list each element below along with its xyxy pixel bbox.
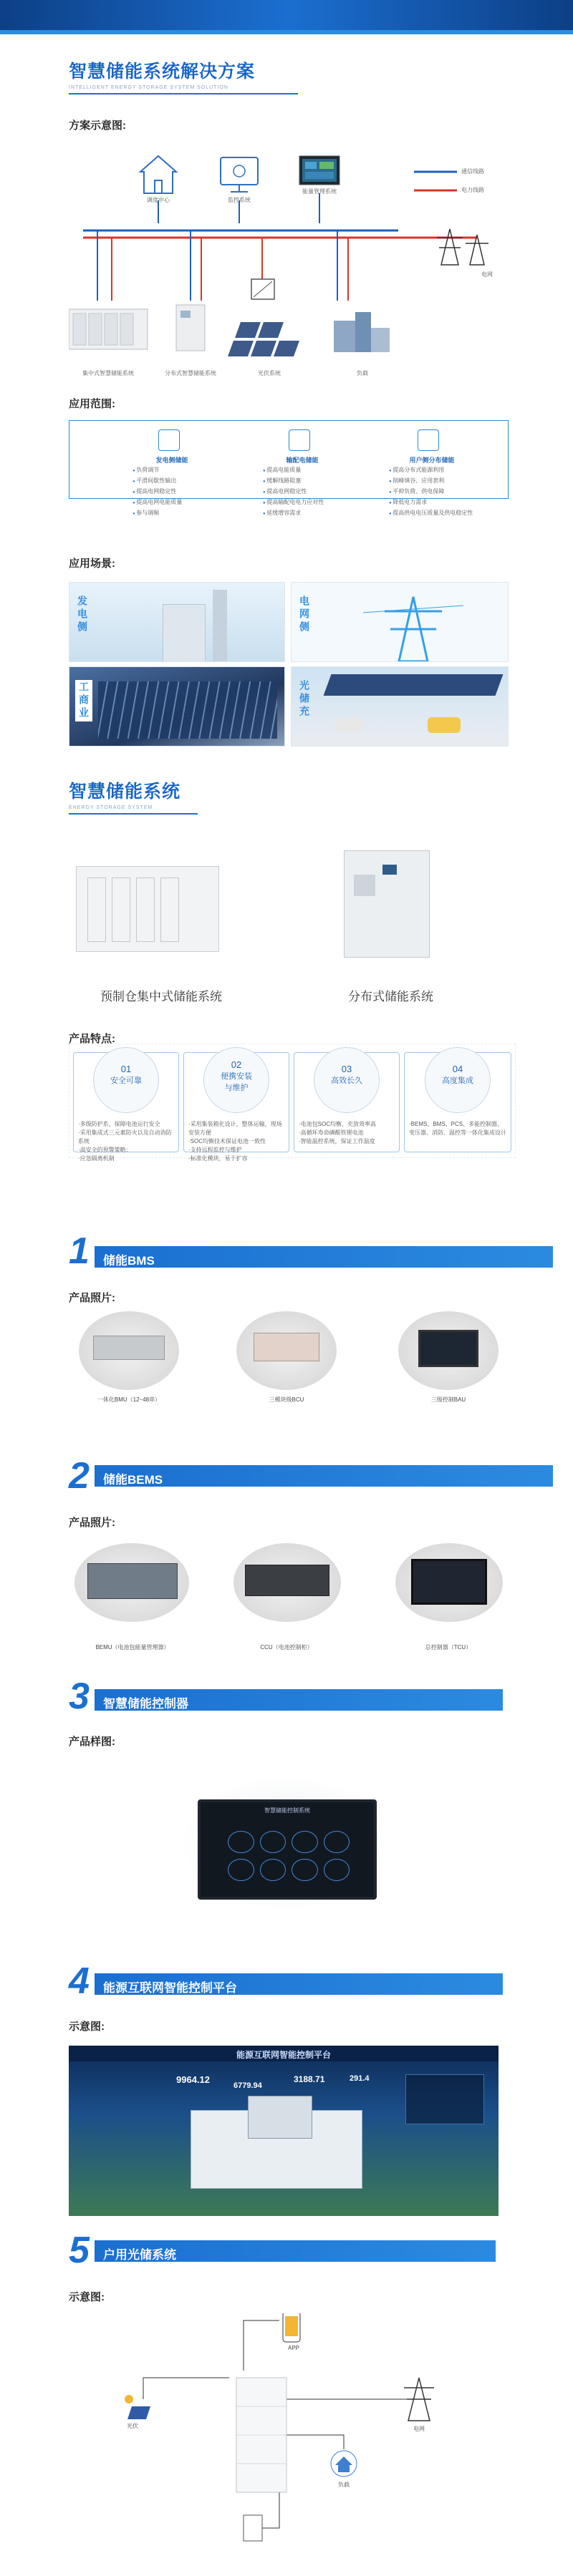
scenes-label: 应用场景: — [69, 558, 115, 570]
bems-caption-0: BEMU（电池包能量管理器） — [95, 1644, 170, 1651]
controller-app-icon[interactable] — [228, 1831, 254, 1853]
app-phone-icon — [283, 2313, 300, 2342]
scene-tag-0: 发电侧 — [77, 596, 88, 634]
scene-tag-3: 光储充 — [299, 680, 310, 719]
dashboard-title: 能源互联网智能控制平台 — [236, 2050, 331, 2060]
scope-item: ● 提高电网电能质量 — [133, 497, 182, 508]
scope-item: ● 削峰填谷、应用套利 — [389, 476, 496, 487]
platform-dashboard — [69, 2046, 499, 2216]
scene-tag-2: 工商业 — [75, 680, 92, 721]
controller-app-icon[interactable] — [228, 1859, 254, 1881]
scope-list-0 — [133, 465, 182, 519]
section-number-1: 1 — [69, 1230, 90, 1272]
legend-comm: 通信线路 — [461, 168, 484, 175]
feature-text: ·BEMS、BMS、PCS、多能控制器、变压器、消防、温控等一体化集成设计 — [409, 1121, 506, 1136]
scope-item: ● 提高供电电压质量及供电稳定性 — [389, 508, 496, 519]
diagram-label: 方案示意图: — [69, 120, 126, 132]
scope-item: ● 负荷调节 — [133, 465, 182, 476]
tcu-screen — [411, 1559, 487, 1605]
scope-list-2 — [389, 465, 496, 519]
controller-app-icon[interactable] — [292, 1831, 318, 1853]
grid-tower-icon — [404, 2378, 434, 2421]
section2-subtitle: ENERGY STORAGE SYSTEM — [69, 805, 153, 810]
section-title-5: 户用光储系统 — [103, 2248, 176, 2262]
controller-device — [198, 1799, 377, 1900]
grid-tower-illustration — [363, 590, 463, 661]
load-building-icon — [334, 312, 390, 352]
bms-caption-2: 三级控制BAU — [430, 1396, 466, 1403]
bottom-node-1: 分布式智慧储能系统 — [165, 370, 216, 376]
section2-rule — [69, 813, 198, 815]
diagram-node-0: 调度中心 — [147, 197, 170, 203]
feature-card-3 — [404, 1052, 511, 1152]
home-node-app: APP — [287, 2345, 299, 2351]
feature-card-1 — [183, 1052, 289, 1162]
diagram-svg — [69, 143, 513, 387]
home-diagram-label: 示意图: — [69, 2291, 105, 2303]
platform-diagram-label: 示意图: — [69, 2021, 105, 2033]
scope-item: ● 平抑负荷、供电保障 — [389, 487, 496, 497]
grid-label: 电网 — [481, 271, 493, 278]
container-door — [136, 878, 155, 942]
dashboard-stat-0: 9964.12 — [176, 2074, 210, 2085]
section-bar-5 — [95, 2240, 496, 2262]
scope-title-2: 用户侧分布储能 — [409, 457, 455, 464]
section-number-3: 3 — [69, 1676, 90, 1717]
cabinet-fan — [354, 875, 375, 896]
feature-badge-2 — [314, 1047, 380, 1113]
dashboard-stat-3: 291.4 — [350, 2074, 370, 2083]
solar-panel-icon — [125, 2395, 150, 2419]
controller-app-icon[interactable] — [292, 1859, 318, 1881]
monitoring-icon — [221, 157, 258, 192]
grid-tower-icon — [437, 229, 488, 265]
scope-item: ● 缓解线路阻塞 — [263, 476, 324, 487]
plant-stack — [213, 590, 227, 662]
section-title-4: 能源互联网智能控制平台 — [103, 1981, 237, 1995]
home-node-grid: 电网 — [413, 2426, 425, 2432]
cabinet-storage-icon — [176, 305, 205, 351]
scope-list-1 — [263, 465, 324, 519]
top-banner — [0, 0, 573, 30]
feature-card-0 — [73, 1052, 179, 1162]
features-label: 产品特点: — [69, 1033, 115, 1045]
section1-header — [69, 57, 298, 94]
power-gen-icon — [158, 429, 180, 451]
bottom-node-2: 光伏系统 — [258, 370, 281, 376]
transmission-icon — [289, 429, 310, 451]
container-product — [69, 852, 226, 959]
section-title-1: 储能BMS — [103, 1254, 155, 1268]
controller-icon-grid — [228, 1831, 350, 1881]
feature-num: 04 — [452, 1064, 463, 1074]
bau-screen — [418, 1330, 478, 1367]
scope-label: 应用范围: — [69, 398, 115, 410]
ccu-box — [245, 1565, 329, 1596]
legend-power: 电力线路 — [461, 187, 484, 193]
bottom-node-3: 负载 — [357, 370, 368, 376]
ems-screen-icon — [299, 156, 340, 185]
container-door — [160, 878, 179, 942]
feature-name: 高效长久 — [331, 1076, 362, 1085]
feature-text: ·多级防护系，保障电池运行安全 ·采用集成式三元素防火以及自动消防系统 ·高安全的预警策略： ·应急隔离机制 — [78, 1121, 172, 1162]
feature-text: ·电池包SOC均衡，充放效率高 ·高循环寿命磷酸铁锂电池 ·智能温控系统，保证工作温度 — [299, 1121, 376, 1144]
bcu-device — [236, 1311, 337, 1390]
meter-box-icon — [244, 2515, 262, 2541]
scope-item: ● 提高电网稳定性 — [133, 487, 182, 497]
controller-app-icon[interactable] — [260, 1831, 286, 1853]
controller-app-icon[interactable] — [260, 1859, 286, 1881]
feature-badge-0 — [93, 1047, 159, 1113]
dispatch-center-icon — [140, 156, 176, 193]
product-caption-0: 预制仓集中式储能系统 — [100, 990, 222, 1003]
scope-title-0: 发电侧储能 — [155, 457, 188, 464]
scope-item: ● 提高电网稳定性 — [263, 487, 324, 497]
home-storage-cabinet-icon — [236, 2378, 286, 2492]
scope-panel — [69, 420, 509, 516]
controller-screen-title: 智慧储能控制系统 — [264, 1807, 310, 1814]
bems-caption-1: CCU（电池控制柜） — [260, 1644, 313, 1651]
scene-grid — [291, 582, 509, 662]
tcu-device — [395, 1543, 503, 1622]
feature-text: ·采用集装箱化设计，整体运输，现场安装方便 ·SOC均衡技术保证电池一致性 ·支持远程监控与维护 ·标准化模块，易于扩容 — [188, 1121, 282, 1162]
scene-commercial — [69, 666, 285, 747]
plant-building — [163, 604, 206, 662]
car-shape — [334, 717, 363, 732]
section-bar-2 — [95, 1465, 553, 1487]
feature-badge-3 — [425, 1047, 491, 1113]
rooftop-pv — [98, 681, 277, 739]
container-door — [87, 878, 106, 942]
controller-app-icon[interactable] — [324, 1831, 350, 1853]
feature-num: 01 — [120, 1064, 132, 1074]
section1-title: 智慧储能系统解决方案 — [69, 62, 256, 82]
scope-item: ● 提高电能质量 — [263, 465, 324, 476]
section1-rule — [69, 93, 298, 94]
home-load-icon — [331, 2451, 357, 2477]
feature-name: 高度集成 — [442, 1076, 473, 1085]
bems-photo-label: 产品照片: — [69, 1517, 115, 1529]
cabinet-product — [337, 850, 444, 965]
bmu-device — [79, 1311, 179, 1390]
home-node-pv: 光伏 — [127, 2423, 138, 2429]
section2-header — [69, 777, 198, 815]
ctrl-sample-label: 产品样图: — [69, 1736, 115, 1748]
dashboard-side-panel — [405, 2074, 484, 2124]
bemu-device — [74, 1543, 189, 1622]
scene-tag-1: 电网侧 — [299, 596, 310, 634]
ccu-device — [233, 1543, 341, 1622]
feature-num: 02 — [231, 1059, 242, 1070]
dashboard-stat-2: 3188.71 — [294, 2074, 325, 2084]
bmu-box — [93, 1336, 165, 1360]
product-caption-1: 分布式储能系统 — [348, 990, 433, 1003]
controller-app-icon[interactable] — [324, 1859, 350, 1881]
bms-photo-label: 产品照片: — [69, 1292, 115, 1304]
bcu-box — [254, 1333, 319, 1361]
home-node-load: 负载 — [338, 2482, 350, 2488]
section-number-2: 2 — [69, 1455, 90, 1497]
scope-title-1: 输配电储能 — [286, 457, 319, 464]
section-bar-4 — [95, 1973, 503, 1995]
system-diagram — [69, 143, 513, 387]
bms-caption-0: 一体化BMU（12~48串） — [97, 1396, 161, 1403]
top-banner-stripe — [0, 30, 573, 34]
scope-item: ● 延缓增容需求 — [263, 508, 324, 519]
bms-caption-1: 三模块级BCU — [269, 1396, 304, 1403]
container-door — [112, 878, 130, 942]
feature-card-2 — [294, 1052, 400, 1152]
dashboard-stat-1: 6779.94 — [233, 2081, 262, 2090]
section-number-4: 4 — [69, 1960, 90, 2002]
feature-name: 安全可靠 — [110, 1076, 142, 1085]
bemu-box — [87, 1563, 178, 1599]
carport-roof — [324, 674, 504, 696]
bottom-node-0: 集中式智慧储能系统 — [82, 370, 134, 376]
feature-badge-1 — [203, 1047, 269, 1113]
bems-caption-2: 总控制器（TCU） — [425, 1644, 472, 1651]
container-storage-icon — [69, 309, 148, 349]
home-diagram — [100, 2313, 501, 2557]
scope-item: ● 提高输配电电力应对性 — [263, 497, 324, 508]
scene-pv-charging — [291, 666, 509, 747]
section-title-2: 储能BEMS — [103, 1473, 163, 1487]
scope-item: ● 参与调频 — [133, 508, 182, 519]
feature-num: 03 — [341, 1064, 352, 1074]
diagram-node-2: 能量管理系统 — [302, 188, 337, 195]
diagram-node-1: 监控系统 — [228, 197, 251, 203]
section-bar-1 — [95, 1246, 553, 1268]
car-shape — [428, 717, 461, 733]
section2-title: 智慧储能系统 — [69, 782, 181, 802]
scope-item: ● 平滑间歇性输出 — [133, 476, 182, 487]
feature-name: 便携安装 与维护 — [221, 1072, 252, 1092]
cabinet-screen — [382, 865, 397, 875]
scope-item: ● 提高分布式能源利用 — [389, 465, 496, 476]
pv-array-icon — [228, 322, 299, 356]
bau-device — [398, 1311, 499, 1390]
section-bar-3 — [95, 1689, 503, 1711]
section-number-5: 5 — [69, 2230, 90, 2271]
section1-subtitle: INTELLIGENT ENERGY STORAGE SYSTEM SOLUTION — [69, 85, 228, 90]
user-side-icon — [418, 429, 439, 451]
campus-building — [248, 2096, 312, 2139]
scope-item: ● 降低电力需求 — [389, 497, 496, 508]
scene-generation — [69, 582, 285, 662]
section-title-3: 智慧储能控制器 — [103, 1697, 188, 1711]
